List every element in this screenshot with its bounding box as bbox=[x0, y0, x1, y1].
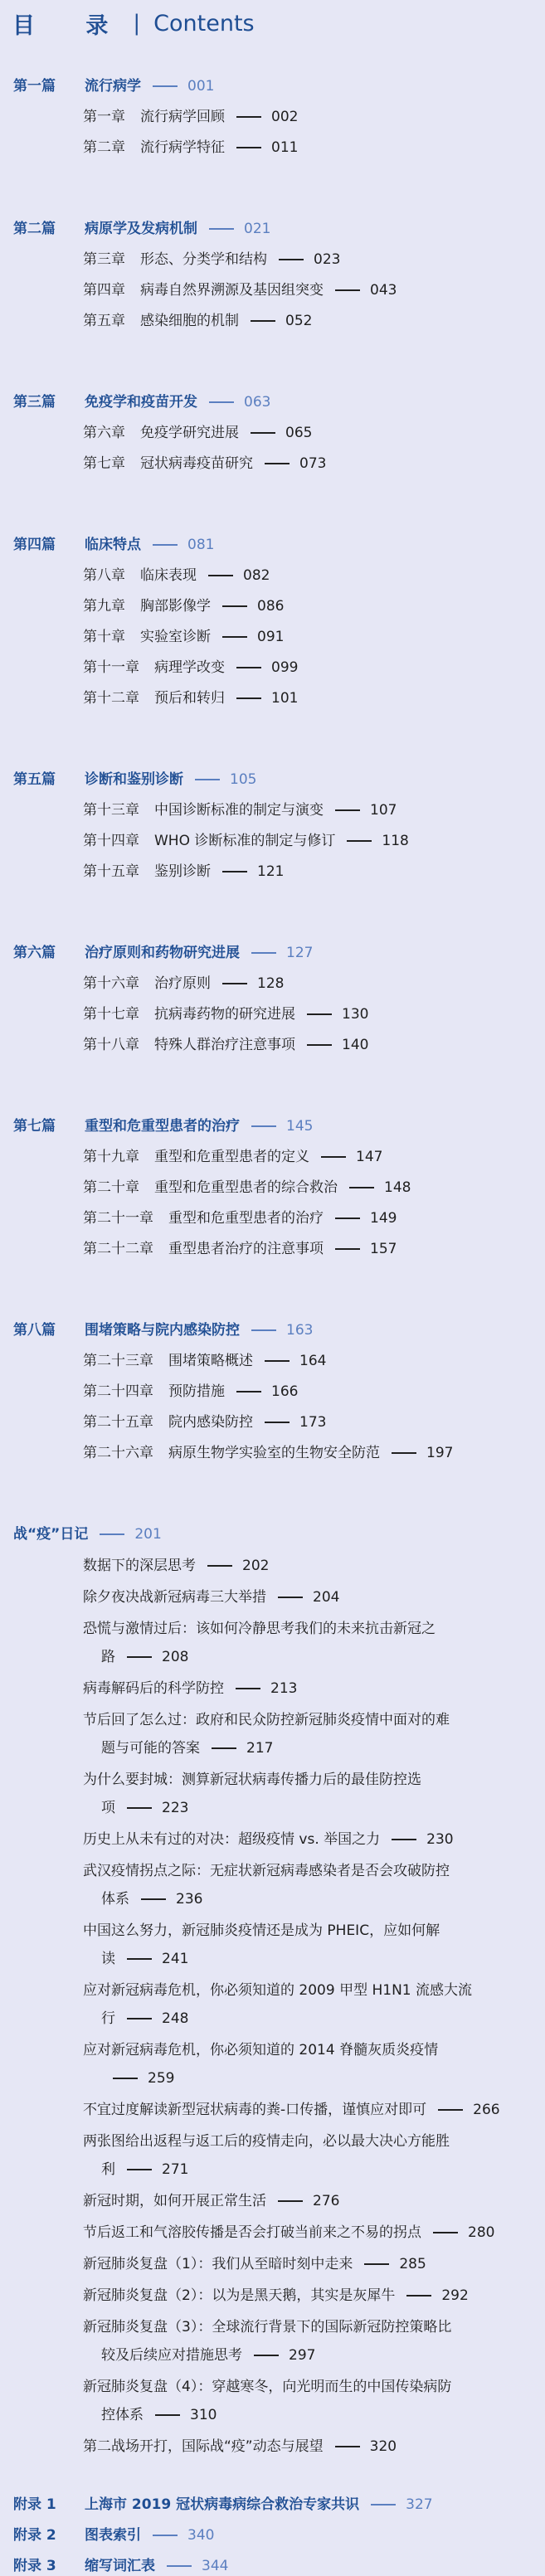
part-title: 临床特点 bbox=[85, 537, 141, 553]
diary-entry-text: 中国这么努力，新冠肺炎疫情还是成为 PHEIC，应如何解 bbox=[83, 1922, 440, 1939]
part-heading[interactable] bbox=[13, 219, 270, 239]
part-title: 病原学及发病机制 bbox=[85, 221, 197, 237]
diary-entry-text: 新冠肺炎复盘（2）：以为是黑天鹅，其实是灰犀牛 bbox=[83, 2287, 396, 2304]
diary-entry-text: 两张图给出返程与返工后的疫情走向，必以最大决心方能胜 bbox=[83, 2133, 450, 2150]
chapter-title: 流行病学回顾 bbox=[140, 109, 225, 125]
chapter-title: 感染细胞的机制 bbox=[140, 313, 239, 329]
chapter-title: 病毒自然界溯源及基因组突变 bbox=[140, 282, 324, 299]
diary-entry[interactable] bbox=[83, 2286, 469, 2306]
page-number: 248 bbox=[162, 2010, 189, 2027]
page-number: 163 bbox=[286, 1322, 314, 1339]
chapter-title: 免疫学研究进展 bbox=[140, 425, 239, 441]
diary-entry[interactable] bbox=[83, 1770, 421, 1790]
page-number: 052 bbox=[285, 313, 313, 329]
leader-dash bbox=[153, 85, 178, 87]
chapter-label: 第五章 bbox=[83, 313, 125, 329]
chapter-label: 第七章 bbox=[83, 455, 125, 472]
chapter-label: 第二十一章 bbox=[83, 1210, 153, 1227]
page-number: 099 bbox=[271, 659, 299, 676]
page-number: 259 bbox=[148, 2070, 175, 2087]
page-number: 236 bbox=[176, 1891, 203, 1908]
diary-entry-text: 新冠肺炎复盘（4）：穿越寒冬，向光明而生的中国传染病防 bbox=[83, 2379, 452, 2395]
part-label: 第二篇 bbox=[13, 221, 56, 237]
leader-dash bbox=[113, 2078, 138, 2079]
page-number: 217 bbox=[246, 1740, 274, 1757]
leader-dash bbox=[236, 116, 261, 118]
chapter-label: 第一章 bbox=[83, 109, 125, 125]
diary-entry-continuation[interactable] bbox=[101, 2405, 217, 2425]
leader-dash bbox=[392, 1839, 416, 1840]
page-number: 208 bbox=[162, 1649, 189, 1665]
page-number: 107 bbox=[370, 802, 397, 819]
leader-dash bbox=[371, 2504, 396, 2506]
leader-dash bbox=[278, 1597, 303, 1598]
diary-entry-text: 行 bbox=[101, 2010, 115, 2027]
page-number: 340 bbox=[187, 2527, 215, 2544]
page-number: 101 bbox=[271, 690, 299, 707]
chapter-label: 第十章 bbox=[83, 629, 125, 645]
page-number: 021 bbox=[244, 221, 271, 237]
leader-dash bbox=[209, 228, 234, 230]
page-number: 327 bbox=[406, 2496, 433, 2513]
appendix-entry[interactable] bbox=[13, 2556, 228, 2576]
leader-dash bbox=[251, 952, 276, 954]
page-number: 086 bbox=[257, 598, 285, 615]
page-number: 213 bbox=[270, 1680, 298, 1697]
part-title: 重型和危重型患者的治疗 bbox=[85, 1118, 240, 1135]
part-heading[interactable] bbox=[13, 1116, 313, 1136]
leader-dash bbox=[265, 463, 290, 464]
chapter-entry[interactable] bbox=[83, 800, 397, 820]
chapter-entry[interactable] bbox=[83, 1178, 411, 1198]
leader-dash bbox=[222, 983, 247, 984]
appendix-title: 缩写词汇表 bbox=[85, 2558, 155, 2574]
chapter-label: 第二十三章 bbox=[83, 1353, 153, 1369]
diary-entry-text: 病毒解码后的科学防控 bbox=[83, 1680, 224, 1697]
diary-entry-text: 第二战场开打，国际战“疫”动态与展望 bbox=[83, 2438, 324, 2455]
chapter-title: 预防措施 bbox=[168, 1383, 225, 1400]
page-number: 145 bbox=[286, 1118, 314, 1135]
chapter-label: 第二章 bbox=[83, 139, 125, 156]
leader-dash bbox=[236, 667, 261, 668]
leader-dash bbox=[335, 1218, 360, 1219]
chapter-entry[interactable] bbox=[83, 1443, 453, 1463]
chapter-title: 围堵策略概述 bbox=[168, 1353, 253, 1369]
diary-entry[interactable] bbox=[83, 2223, 494, 2243]
page-number: 204 bbox=[313, 1589, 340, 1606]
diary-entry[interactable] bbox=[83, 1861, 450, 1881]
chapter-label: 第八章 bbox=[83, 567, 125, 584]
chapter-entry[interactable] bbox=[83, 566, 270, 586]
chapter-title: 治疗原则 bbox=[154, 975, 211, 992]
chapter-entry[interactable] bbox=[83, 1412, 326, 1432]
leader-dash bbox=[208, 575, 233, 576]
chapter-entry[interactable] bbox=[83, 831, 409, 851]
chapter-entry[interactable] bbox=[83, 423, 312, 443]
diary-entry-text: 节后返工和气溶胶传播是否会打破当前来之不易的拐点 bbox=[83, 2224, 421, 2241]
chapter-title: 重型和危重型患者的综合救治 bbox=[154, 1179, 338, 1196]
chapter-title: 病原生物学实验室的生物安全防范 bbox=[168, 1445, 380, 1461]
page-number: 127 bbox=[286, 945, 314, 961]
part-label: 第三篇 bbox=[13, 394, 56, 411]
leader-dash bbox=[222, 871, 247, 872]
page-number: 164 bbox=[299, 1353, 327, 1369]
chapter-label: 第四章 bbox=[83, 282, 125, 299]
part-heading[interactable] bbox=[13, 943, 313, 963]
chapter-label: 第九章 bbox=[83, 598, 125, 615]
page-number: 147 bbox=[356, 1149, 383, 1165]
page-number: 285 bbox=[399, 2256, 426, 2272]
chapter-entry[interactable] bbox=[83, 1208, 397, 1228]
page-number: 201 bbox=[134, 1526, 162, 1543]
page-number: 140 bbox=[342, 1037, 369, 1053]
chapter-title: 形态、分类学和结构 bbox=[140, 251, 267, 268]
page-number: 197 bbox=[426, 1445, 454, 1461]
page-number: 166 bbox=[271, 1383, 299, 1400]
diary-entry-text: 历史上从未有过的对决：超级疫情 vs. 举国之力 bbox=[83, 1831, 381, 1848]
chapter-title: 鉴别诊断 bbox=[154, 863, 211, 880]
leader-dash bbox=[347, 840, 372, 842]
diary-entry[interactable] bbox=[83, 1830, 454, 1849]
appendix-entry[interactable] bbox=[13, 2525, 214, 2545]
diary-entry-continuation[interactable] bbox=[101, 2068, 174, 2088]
chapter-label: 第十六章 bbox=[83, 975, 139, 992]
chapter-title: 实验室诊断 bbox=[140, 629, 211, 645]
leader-dash bbox=[335, 2446, 360, 2447]
leader-dash bbox=[209, 401, 234, 403]
chapter-label: 第六章 bbox=[83, 425, 125, 441]
page-number: 297 bbox=[289, 2347, 316, 2364]
leader-dash bbox=[335, 289, 360, 291]
chapter-label: 第十五章 bbox=[83, 863, 139, 880]
chapter-label: 第二十二章 bbox=[83, 1241, 153, 1257]
part-heading[interactable] bbox=[13, 770, 256, 790]
page-number: 149 bbox=[370, 1210, 397, 1227]
leader-dash bbox=[236, 697, 261, 699]
diary-entry-text: 应对新冠病毒危机，你必须知道的 2009 甲型 H1N1 流感大流 bbox=[83, 1982, 473, 1999]
page-number: 241 bbox=[162, 1951, 189, 1967]
leader-dash bbox=[335, 1248, 360, 1250]
chapter-label: 第十三章 bbox=[83, 802, 139, 819]
diary-entry[interactable] bbox=[83, 1679, 297, 1699]
diary-entry-text: 较及后续应对措施思考 bbox=[101, 2347, 242, 2364]
page-number: 148 bbox=[384, 1179, 411, 1196]
chapter-title: 院内感染防控 bbox=[168, 1414, 253, 1431]
chapter-label: 第二十六章 bbox=[83, 1445, 153, 1461]
leader-dash bbox=[167, 2565, 192, 2567]
diary-entry-text: 为什么要封城：测算新冠状病毒传播力后的最佳防控选 bbox=[83, 1772, 421, 1788]
page-number: 130 bbox=[342, 1006, 369, 1023]
leader-dash bbox=[153, 544, 178, 546]
diary-entry-continuation[interactable] bbox=[101, 2160, 188, 2180]
diary-entry-text: 恐慌与激情过后：该如何冷静思考我们的未来抗击新冠之 bbox=[83, 1621, 436, 1637]
leader-dash bbox=[127, 2169, 152, 2170]
leader-dash bbox=[236, 1391, 261, 1392]
page-number: 011 bbox=[271, 139, 299, 156]
chapter-entry[interactable] bbox=[83, 1239, 397, 1259]
diary-entry-text: 不宜过度解读新型冠状病毒的粪-口传播，谨慎应对即可 bbox=[83, 2102, 427, 2118]
leader-dash bbox=[236, 147, 261, 148]
leader-dash bbox=[207, 1565, 232, 1567]
part-title: 免疫学和疫苗开发 bbox=[85, 394, 197, 411]
diary-entry-text: 题与可能的答案 bbox=[101, 1740, 200, 1757]
chapter-entry[interactable] bbox=[83, 1147, 382, 1167]
leader-dash bbox=[127, 2018, 152, 2019]
leader-dash bbox=[254, 2355, 279, 2356]
chapter-entry[interactable] bbox=[83, 138, 298, 158]
page-number: 105 bbox=[230, 771, 257, 788]
diary-entry-continuation[interactable] bbox=[101, 1889, 202, 1909]
leader-dash bbox=[141, 1898, 166, 1900]
chapter-entry[interactable] bbox=[83, 974, 284, 994]
leader-dash bbox=[251, 432, 275, 434]
chapter-title: 特殊人群治疗注意事项 bbox=[154, 1037, 295, 1053]
page-number: 173 bbox=[299, 1414, 327, 1431]
diary-entry[interactable] bbox=[83, 2317, 451, 2337]
leader-dash bbox=[153, 2535, 178, 2536]
diary-entry-text: 控体系 bbox=[101, 2407, 144, 2423]
appendix-title: 上海市 2019 冠状病毒病综合救治专家共识 bbox=[85, 2496, 360, 2513]
page-number: 271 bbox=[162, 2161, 189, 2178]
leader-dash bbox=[392, 1452, 416, 1454]
page-number: 002 bbox=[271, 109, 299, 125]
leader-dash bbox=[251, 320, 275, 322]
diary-entry[interactable] bbox=[83, 2040, 438, 2060]
chapter-entry[interactable] bbox=[83, 250, 340, 270]
part-title: 治疗原则和药物研究进展 bbox=[85, 945, 240, 961]
diary-entry-text: 新冠肺炎复盘（1）：我们从至暗时刻中走来 bbox=[83, 2256, 353, 2272]
leader-dash bbox=[251, 1329, 276, 1331]
part-label: 第六篇 bbox=[13, 945, 56, 961]
leader-dash bbox=[251, 1125, 276, 1127]
leader-dash bbox=[155, 2414, 180, 2416]
leader-dash bbox=[307, 1013, 332, 1015]
leader-dash bbox=[279, 259, 304, 260]
diary-entry-text: 新冠肺炎复盘（3）：全球流行背景下的国际新冠防控策略比 bbox=[83, 2319, 452, 2335]
chapter-label: 第十一章 bbox=[83, 659, 139, 676]
leader-dash bbox=[265, 1422, 290, 1423]
part-heading[interactable] bbox=[13, 76, 214, 96]
page-number: 128 bbox=[257, 975, 285, 992]
chapter-entry[interactable] bbox=[83, 311, 312, 331]
title-separator: | bbox=[133, 11, 141, 36]
diary-entry[interactable] bbox=[83, 1619, 436, 1639]
diary-entry[interactable] bbox=[83, 2100, 500, 2120]
appendix-entry[interactable] bbox=[13, 2495, 433, 2515]
page-number: 344 bbox=[202, 2558, 229, 2574]
part-title: 诊断和鉴别诊断 bbox=[85, 771, 183, 788]
diary-entry-continuation[interactable] bbox=[101, 1798, 188, 1818]
chapter-title: 冠状病毒疫苗研究 bbox=[140, 455, 253, 472]
chapter-entry[interactable] bbox=[83, 1382, 298, 1402]
chapter-label: 第二十四章 bbox=[83, 1383, 153, 1400]
diary-entry[interactable] bbox=[83, 2377, 451, 2397]
part-label: 第五篇 bbox=[13, 771, 56, 788]
page-number: 230 bbox=[426, 1831, 454, 1848]
page-number: 091 bbox=[257, 629, 285, 645]
chapter-title: 重型患者治疗的注意事项 bbox=[168, 1241, 324, 1257]
chapter-title: 流行病学特征 bbox=[140, 139, 225, 156]
diary-entry[interactable] bbox=[83, 2254, 426, 2274]
diary-title: 战“疫”日记 bbox=[13, 1526, 89, 1543]
part-heading[interactable] bbox=[13, 1320, 313, 1340]
diary-entry-text: 武汉疫情拐点之际：无症状新冠病毒感染者是否会攻破防控 bbox=[83, 1863, 450, 1879]
chapter-title: 重型和危重型患者的定义 bbox=[154, 1149, 309, 1165]
page-number: 202 bbox=[242, 1558, 270, 1574]
diary-entry-continuation[interactable] bbox=[101, 2345, 315, 2365]
page-number: 001 bbox=[187, 78, 215, 95]
page-number: 280 bbox=[468, 2224, 495, 2241]
page-number: 082 bbox=[243, 567, 270, 584]
diary-entry[interactable] bbox=[83, 1556, 269, 1576]
part-heading[interactable] bbox=[13, 535, 214, 555]
leader-dash bbox=[222, 636, 247, 638]
page-number: 310 bbox=[190, 2407, 217, 2423]
diary-entry-text: 读 bbox=[101, 1951, 115, 1967]
leader-dash bbox=[278, 2200, 303, 2202]
page-number: 276 bbox=[313, 2193, 340, 2209]
chapter-entry[interactable] bbox=[83, 658, 298, 678]
part-label: 第四篇 bbox=[13, 537, 56, 553]
chapter-entry[interactable] bbox=[83, 1351, 326, 1371]
leader-dash bbox=[212, 1747, 236, 1749]
diary-entry-text: 体系 bbox=[101, 1891, 129, 1908]
leader-dash bbox=[127, 1958, 152, 1960]
appendix-title: 图表索引 bbox=[85, 2527, 141, 2544]
diary-entry-text: 数据下的深层思考 bbox=[83, 1558, 196, 1574]
chapter-label: 第十二章 bbox=[83, 690, 139, 707]
chapter-title: 重型和危重型患者的治疗 bbox=[168, 1210, 324, 1227]
diary-entry[interactable] bbox=[83, 1710, 450, 1730]
leader-dash bbox=[127, 1656, 152, 1658]
diary-entry[interactable] bbox=[83, 1921, 440, 1941]
leader-dash bbox=[335, 809, 360, 811]
page-number: 073 bbox=[299, 455, 327, 472]
page-number: 292 bbox=[441, 2287, 469, 2304]
page-number: 266 bbox=[473, 2102, 500, 2118]
page-number: 157 bbox=[370, 1241, 397, 1257]
chapter-entry[interactable] bbox=[83, 627, 284, 647]
chapter-entry[interactable] bbox=[83, 688, 298, 708]
chapter-label: 第十九章 bbox=[83, 1149, 139, 1165]
leader-dash bbox=[406, 2295, 431, 2297]
leader-dash bbox=[265, 1360, 290, 1362]
diary-heading[interactable] bbox=[13, 1524, 162, 1544]
chapter-label: 第十八章 bbox=[83, 1037, 139, 1053]
chapter-entry[interactable] bbox=[83, 1035, 368, 1055]
diary-entry-text: 项 bbox=[101, 1800, 115, 1816]
chapter-label: 第二十章 bbox=[83, 1179, 139, 1196]
part-label: 第七篇 bbox=[13, 1118, 56, 1135]
part-label: 第八篇 bbox=[13, 1322, 56, 1339]
page-number: 223 bbox=[162, 1800, 189, 1816]
leader-dash bbox=[222, 605, 247, 607]
chapter-entry[interactable] bbox=[83, 862, 284, 882]
chapter-title: WHO 诊断标准的制定与修订 bbox=[154, 833, 336, 849]
diary-entry-continuation[interactable] bbox=[101, 1647, 188, 1667]
page-number: 081 bbox=[187, 537, 215, 553]
leader-dash bbox=[236, 1688, 260, 1689]
diary-entry-text: 除夕夜决战新冠病毒三大举措 bbox=[83, 1589, 266, 1606]
chapter-entry[interactable] bbox=[83, 1004, 368, 1024]
diary-entry[interactable] bbox=[83, 1981, 472, 2000]
diary-entry-text: 路 bbox=[101, 1649, 115, 1665]
chapter-label: 第十四章 bbox=[83, 833, 139, 849]
chapter-title: 病理学改变 bbox=[154, 659, 225, 676]
diary-entry-continuation[interactable] bbox=[101, 1949, 188, 1969]
leader-dash bbox=[433, 2232, 458, 2233]
contents-title-en: Contents bbox=[153, 10, 255, 36]
chapter-label: 第三章 bbox=[83, 251, 125, 268]
chapter-label: 第二十五章 bbox=[83, 1414, 153, 1431]
part-title: 围堵策略与院内感染防控 bbox=[85, 1322, 240, 1339]
chapter-entry[interactable] bbox=[83, 454, 326, 474]
leader-dash bbox=[100, 1533, 124, 1535]
leader-dash bbox=[438, 2109, 463, 2111]
diary-entry-continuation[interactable] bbox=[101, 1738, 273, 1758]
leader-dash bbox=[307, 1044, 332, 1046]
diary-entry-continuation[interactable] bbox=[101, 2009, 188, 2029]
chapter-title: 中国诊断标准的制定与演变 bbox=[154, 802, 324, 819]
diary-entry[interactable] bbox=[83, 1587, 339, 1607]
diary-entry[interactable] bbox=[83, 2191, 339, 2211]
page-number: 065 bbox=[285, 425, 313, 441]
part-heading[interactable] bbox=[13, 392, 270, 412]
diary-entry[interactable] bbox=[83, 2131, 450, 2151]
leader-dash bbox=[321, 1156, 346, 1158]
chapter-title: 胸部影像学 bbox=[140, 598, 211, 615]
chapter-entry[interactable] bbox=[83, 280, 397, 300]
leader-dash bbox=[195, 779, 220, 780]
appendix-label: 附录 2 bbox=[13, 2527, 56, 2544]
contents-title-cn: 目 录 bbox=[12, 12, 130, 39]
leader-dash bbox=[364, 2263, 389, 2265]
chapter-title: 抗病毒药物的研究进展 bbox=[154, 1006, 295, 1023]
chapter-title: 预后和转归 bbox=[154, 690, 225, 707]
chapter-entry[interactable] bbox=[83, 107, 298, 127]
page-number: 043 bbox=[370, 282, 397, 299]
page-number: 063 bbox=[244, 394, 271, 411]
diary-entry-text: 节后回了怎么过：政府和民众防控新冠肺炎疫情中面对的难 bbox=[83, 1712, 450, 1728]
part-title: 流行病学 bbox=[85, 78, 141, 95]
chapter-entry[interactable] bbox=[83, 596, 284, 616]
page-number: 023 bbox=[314, 251, 341, 268]
appendix-label: 附录 1 bbox=[13, 2496, 56, 2513]
appendix-label: 附录 3 bbox=[13, 2558, 56, 2574]
diary-entry[interactable] bbox=[83, 2437, 397, 2457]
chapter-title: 临床表现 bbox=[140, 567, 197, 584]
diary-entry-text: 利 bbox=[101, 2161, 115, 2178]
diary-entry-text: 应对新冠病毒危机，你必须知道的 2014 脊髓灰质炎疫情 bbox=[83, 2042, 439, 2058]
chapter-label: 第十七章 bbox=[83, 1006, 139, 1023]
leader-dash bbox=[127, 1807, 152, 1809]
diary-entry-text: 新冠时期，如何开展正常生活 bbox=[83, 2193, 266, 2209]
part-label: 第一篇 bbox=[13, 78, 56, 95]
leader-dash bbox=[349, 1187, 374, 1188]
page-number: 121 bbox=[257, 863, 285, 880]
page-number: 118 bbox=[382, 833, 409, 849]
page-number: 320 bbox=[369, 2438, 397, 2455]
